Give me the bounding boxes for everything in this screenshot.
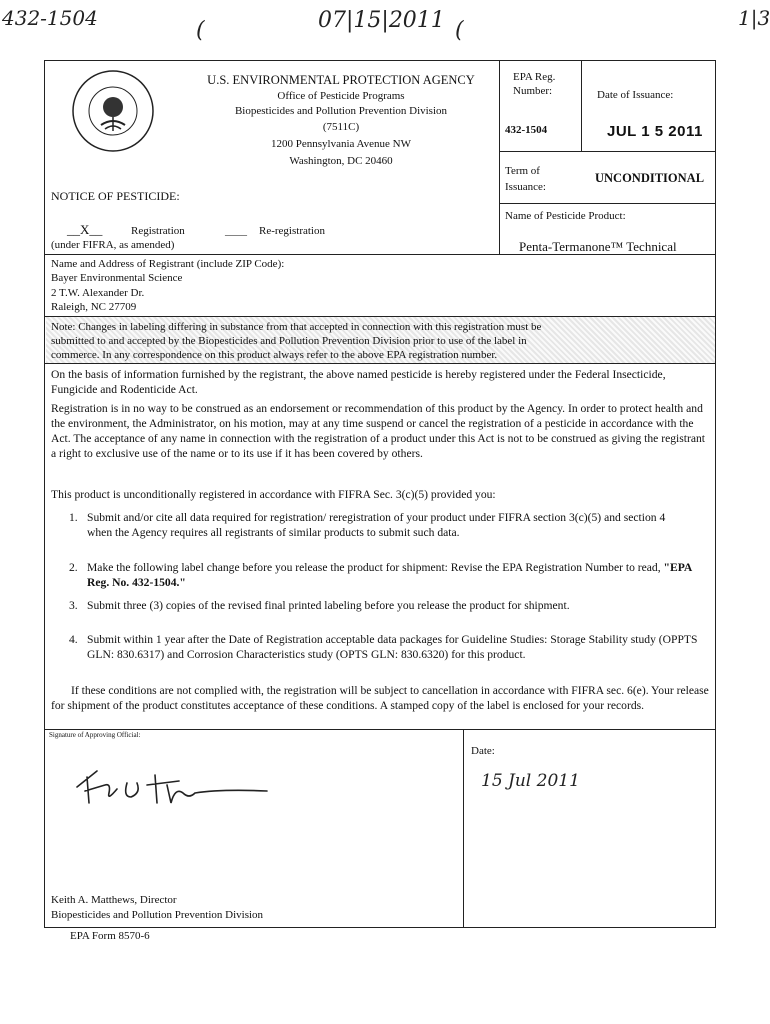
registration-paragraph: Registration is in no way to be construed as an endorsement or recommendation of this product by the Agency. In order to protect health and the environment, the Administrator, on his motion, may at any time suspend or cancel the registration of a pesticide in accordance with the Act. The acceptance of any name in connection with the registration of a product under this Act is not to be construed as giving the registrant a right to exclusive use of the name or to its use if it has been covered by others.	[51, 402, 705, 460]
reg-number-label-1: EPA Reg.	[513, 71, 556, 83]
condition-4	[69, 633, 719, 677]
note-line-1: Note: Changes in labeling differing in substance from that accepted in connection with this registration must be	[51, 321, 542, 333]
agency-street: 1200 Pennsylvania Avenue NW	[270, 138, 412, 150]
agency-office: Office of Pesticide Programs	[277, 90, 405, 102]
term-value: UNCONDITIONAL	[595, 171, 705, 185]
handwritten-reg-number: 432-1504	[2, 6, 98, 30]
reg-number-label-2: Number:	[513, 85, 553, 97]
form-id: EPA Form 8570-6	[70, 930, 150, 942]
issuance-date-label: Date of Issuance:	[597, 89, 674, 101]
epa-registration-form	[44, 60, 716, 928]
registrant-street: 2 T.W. Alexander Dr.	[51, 287, 145, 299]
notice-label: NOTICE OF PESTICIDE:	[51, 189, 180, 203]
registration-label: Registration	[131, 225, 185, 237]
registrant-label: Name and Address of Registrant (include ZIP Code):	[51, 258, 285, 270]
signer-division: Biopesticides and Pollution Prevention Division	[51, 909, 264, 921]
signer-name: Keith A. Matthews, Director	[51, 894, 177, 906]
handwritten-date: 07|15|2011	[318, 8, 445, 33]
handwritten-paren-left: (	[196, 18, 205, 43]
signature-label: Signature of Approving Official:	[49, 731, 141, 739]
closing-paragraph: If these conditions are not complied with, the registration will be subject to cancellation in accordance with FIFRA sec. 6(e). Your release for shipment of the product constitutes acceptance of these conditions. A stamped copy of the label is enclosed for your records.	[51, 684, 709, 712]
conditions-intro: This product is unconditionally registered in accordance with FIFRA Sec. 3(c)(5) provided you:	[51, 488, 496, 501]
condition-number: 3.	[69, 599, 78, 612]
agency-division: Biopesticides and Pollution Prevention Division	[234, 105, 448, 117]
note-line-3: commerce. In any correspondence on this product always refer to the above EPA registration number.	[51, 349, 498, 361]
issuance-date-stamp: JUL 1 5 2011	[607, 123, 703, 140]
condition-number: 2.	[69, 561, 78, 574]
condition-text: Make the following label change before you release the product for shipment: Revise the EPA Registration Number to read, "EPA Reg. No. 432-1504."	[87, 561, 692, 589]
product-name-value: Penta-Termanone™ Technical	[519, 239, 677, 254]
product-name-label: Name of Pesticide Product:	[505, 210, 626, 222]
condition-text: Submit and/or cite all data required for registration/ reregistration of your product under FIFRA section 3(c)(5) and section 4 when the Agency requires all registrants of similar products to submit such data.	[87, 511, 666, 539]
condition-text: Submit within 1 year after the Date of Registration acceptable data packages for Guideline Studies: Storage Stability study (OPPTS GLN: 830.6317) and Corrosion Characteristics study (OPTS GLN: 830.6320) for this product.	[87, 633, 698, 661]
condition-text: Submit three (3) copies of the revised final printed labeling before you release the product for shipment.	[87, 599, 570, 612]
handwritten-signature-date: 15 Jul 2011	[481, 771, 580, 791]
agency-name: U.S. ENVIRONMENTAL PROTECTION AGENCY	[207, 73, 475, 87]
condition-number: 4.	[69, 633, 78, 646]
epa-seal-icon	[71, 69, 155, 153]
condition-3	[69, 599, 709, 629]
registrant-name: Bayer Environmental Science	[51, 272, 183, 284]
reregistration-blank: ____	[225, 225, 247, 237]
handwritten-page-count: 1|3	[738, 6, 770, 30]
registrant-city: Raleigh, NC 27709	[51, 301, 137, 313]
agency-mailcode: (7511C)	[322, 121, 360, 133]
term-label-1: Term of	[505, 165, 540, 177]
reg-number-value: 432-1504	[505, 124, 548, 136]
basis-paragraph: On the basis of information furnished by the registrant, the above named pesticide is hereby registered under the Federal Insecticide, Fungicide and Rodenticide Act.	[51, 368, 666, 396]
condition-1	[69, 511, 669, 555]
reregistration-label: Re-registration	[259, 225, 325, 237]
term-label-2: Issuance:	[505, 181, 546, 193]
handwritten-paren-right: (	[455, 18, 464, 43]
condition-number: 1.	[69, 511, 78, 524]
note-line-2: submitted to and accepted by the Biopesticides and Pollution Prevention Division prior to use of the label in	[51, 335, 527, 347]
registration-under: (under FIFRA, as amended)	[51, 239, 175, 251]
condition-2	[69, 561, 709, 591]
registration-checkbox-mark: __X__	[67, 222, 103, 237]
signature-date-label: Date:	[471, 745, 495, 757]
agency-city: Washington, DC 20460	[289, 155, 393, 167]
condition-emphasis: "EPA Reg. No. 432-1504."	[87, 561, 692, 589]
handwritten-signature	[71, 763, 271, 809]
